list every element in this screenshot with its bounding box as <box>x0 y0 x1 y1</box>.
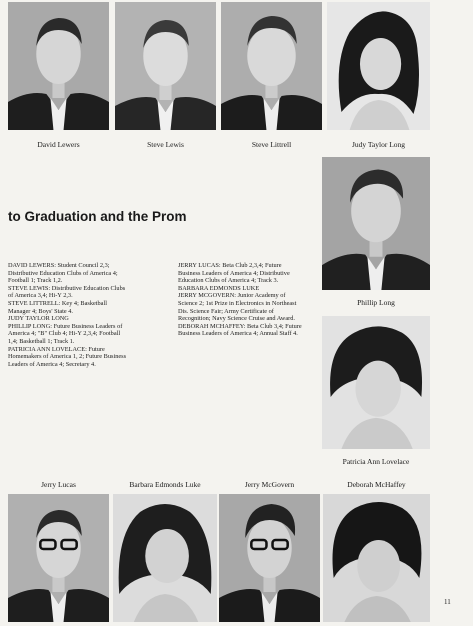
portrait-photo <box>327 2 430 130</box>
portrait-photo <box>219 494 320 622</box>
portrait-caption: Deborah McHaffey <box>347 480 406 489</box>
bio-entry: BARBARA EDMONDS LUKE <box>178 284 260 292</box>
portrait-caption: Steve Littrell <box>251 140 292 149</box>
portrait-photo <box>323 494 430 622</box>
bio-entry: STEVE LEWIS: Distributive Education Clubs of America 3,4; Hi-Y 2,3. <box>8 284 126 300</box>
portrait-photo <box>322 316 430 449</box>
portrait-photo <box>115 2 216 130</box>
portrait-photo <box>322 157 430 290</box>
portrait-caption: Steve Lewis <box>147 140 184 149</box>
portrait-caption: Jerry McGovern <box>244 480 295 489</box>
portrait-caption: David Lewers <box>37 140 80 149</box>
portrait-photo <box>8 494 109 622</box>
bio-entry: DAVID LEWERS: Student Council 2,3; Distributive Education Clubs of America 4; Football 1; Track 1,2. <box>8 262 118 285</box>
bio-entry: PHILLIP LONG: Future Business Leaders of America 4; "B" Club 4; Hi-Y 2,3,4; Football 1,4; Basketball 1; Track 1. <box>8 322 123 345</box>
page-headline: to Graduation and the Prom <box>8 209 187 224</box>
page-number: 11 <box>444 598 451 606</box>
portrait-caption: Jerry Lucas <box>41 480 76 489</box>
portrait-caption: Judy Taylor Long <box>351 140 406 149</box>
bio-column-right <box>178 262 303 338</box>
bio-entry: STEVE LITTRELL: Key 4; Basketball Manager 4; Boys' State 4. <box>8 299 107 315</box>
portrait-caption: Phillip Long <box>357 298 395 307</box>
bio-entry: PATRICIA ANN LOVELACE: Future Homemakers of America 1, 2; Future Business Leaders of America 4; Secretary 4. <box>8 345 127 368</box>
portrait-caption: Patricia Ann Lovelace <box>342 457 410 466</box>
portrait-photo <box>113 494 217 622</box>
bio-entry: JUDY TAYLOR LONG <box>8 315 69 323</box>
bio-entry: JERRY MCGOVERN: Junior Academy of Science 2; 1st Prize in Electronics in Northeast Dis. Science Fair; Army Certificate of Recognition; Navy Science Cruise and Award. <box>178 292 297 323</box>
portrait-photo <box>221 2 322 130</box>
bio-entry: JERRY LUCAS: Beta Club 2,3,4; Future Business Leaders of America 4; Distributive Education Clubs of America 4; Track 3. <box>178 262 290 285</box>
portrait-photo <box>8 2 109 130</box>
bio-entry: DEBORAH MCHAFFEY: Beta Club 3,4; Future Business Leaders of America 4; Annual Staff 4. <box>178 322 302 338</box>
bio-column-left <box>8 262 129 368</box>
portrait-caption: Barbara Edmonds Luke <box>129 480 201 489</box>
